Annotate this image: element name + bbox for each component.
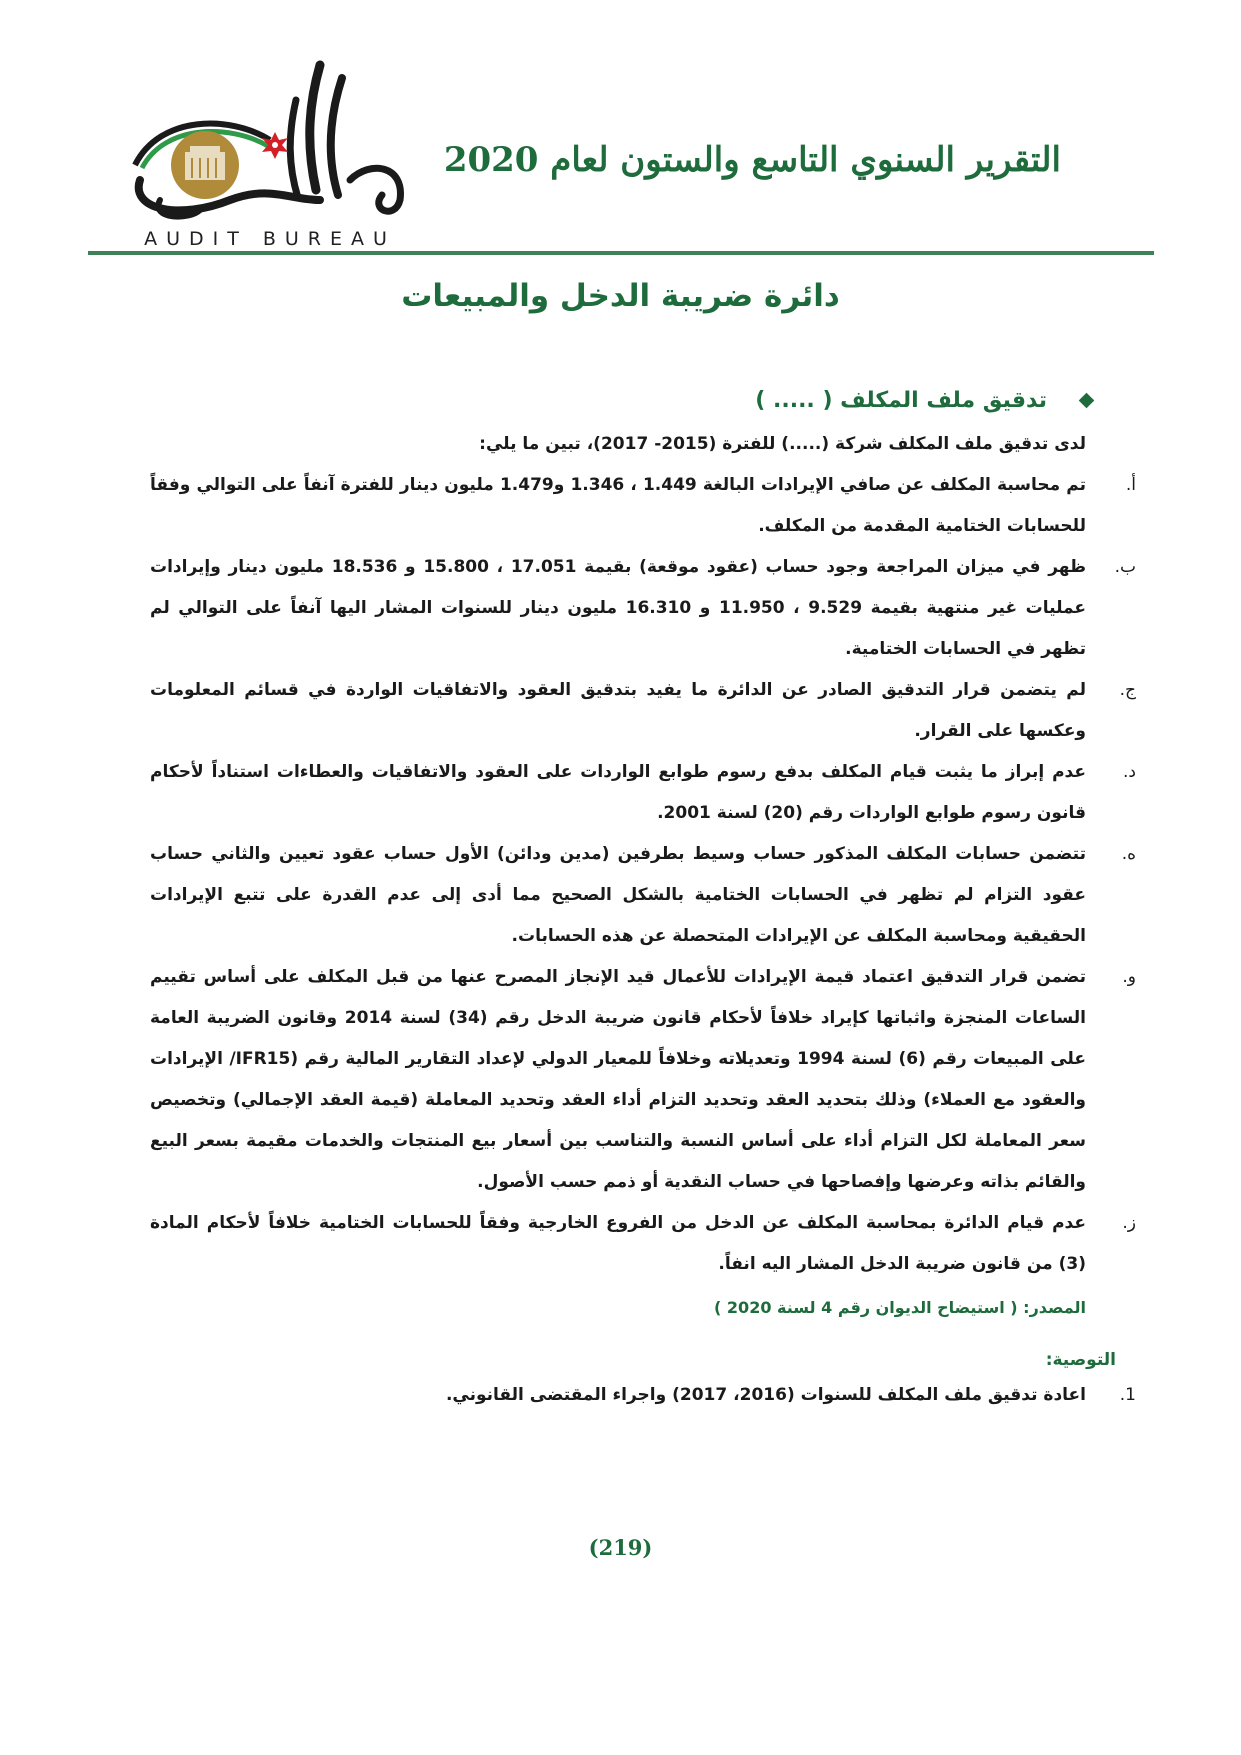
- document-body: [150, 380, 1136, 1415]
- section-heading: [150, 380, 1096, 420]
- item-marker: و.: [1122, 967, 1136, 987]
- item-marker: د.: [1123, 762, 1136, 782]
- item-text: تضمن قرار التدقيق اعتماد قيمة الإيرادات للأعمال قيد الإنجاز المصرح عنها من قبل المكلف على أساس تقييم الساعات المنجزة واثباتها كإيراد خلافاً لأحكام قانون ضريبة الدخل رقم (34) لسنة 2014 وقانون الضريبة العامة على المبيعات رقم (6) لسنة 1994 وتعديلاته وخلافاً للمعيار الدولي لإعداد التقارير المالية رقم (IFR15/ الإيرادات والعقود مع العملاء) وذلك بتحديد العقد وتحديد التزام أداء العقد وتحديد المعاملة (قيمة العقد الإجمالي) وتخصيص سعر المعاملة لكل التزام أداء على أساس النسبة والتناسب بين أسعار بيع المنتجات والخدمات مقيمة بسعر البيع والقائم بذاته وعرضها وإفصاحها في حساب النقدية أو ذمم حسب الأصول.: [150, 967, 1086, 1192]
- intro-paragraph: لدى تدقيق ملف المكلف شركة (.....) للفترة (2015- 2017)، تبين ما يلي:: [479, 434, 1086, 454]
- item-marker: أ.: [1125, 475, 1136, 495]
- recommendation-heading: التوصية:: [1045, 1350, 1116, 1370]
- item-marker: ب.: [1114, 557, 1136, 577]
- item-text: عدم قيام الدائرة بمحاسبة المكلف عن الدخل من الفروع الخارجية وفقاً للحسابات الختامية خلافاً لأحكام المادة (3) من قانون ضريبة الدخل المشار اليه انفاً.: [150, 1213, 1086, 1274]
- section-heading-text: تدقيق ملف المكلف ( ..... ): [755, 387, 1047, 413]
- department-title: دائرة ضريبة الدخل والمبيعات: [401, 278, 840, 314]
- item-marker: 1.: [1119, 1385, 1136, 1405]
- audit-bureau-logo: [120, 60, 420, 250]
- item-text: ظهر في ميزان المراجعة وجود حساب (عقود موقعة) بقيمة 17.051 ، 15.800 و 18.536 مليون دينار وإيرادات عمليات غير منتهية بقيمة 9.529 ، 11.950 و 16.310 مليون دينار للسنوات المشار اليها آنفاً على التوالي لم تظهر في الحسابات الختامية.: [150, 557, 1087, 659]
- page-header: [0, 0, 1241, 260]
- item-text: لم يتضمن قرار التدقيق الصادر عن الدائرة ما يفيد بتدقيق العقود والاتفاقيات الواردة في قسائم المعلومات وعكسها على القرار.: [150, 680, 1086, 741]
- header-divider: [88, 251, 1154, 255]
- finding-item: [150, 752, 1136, 834]
- report-title: التقرير السنوي التاسع والستون لعام 2020: [443, 140, 1061, 180]
- audit-bureau-emblem-icon: [120, 60, 420, 225]
- diamond-bullet-icon: [1079, 392, 1095, 408]
- finding-item: [150, 1203, 1136, 1285]
- item-text: تم محاسبة المكلف عن صافي الإيرادات البالغة 1.449 ، 1.346 و1.479 مليون دينار للفترة آنفاً على التوالي وفقاً للحسابات الختامية المقدمة من المكلف.: [150, 475, 1086, 536]
- item-marker: ه.: [1121, 844, 1136, 864]
- finding-item: [150, 957, 1136, 1203]
- item-text: تتضمن حسابات المكلف المذكور حساب وسيط بطرفين (مدين ودائن) الأول حساب عقود تعيين والثاني حساب عقود التزام لم تظهر في الحسابات الختامية بالشكل الصحيح مما أدى إلى عدم القدرة على تتبع الإيرادات الحقيقية ومحاسبة المكلف عن الإيرادات المتحصلة عن هذه الحسابات.: [150, 844, 1086, 946]
- finding-item: [150, 465, 1136, 547]
- item-marker: ز.: [1122, 1213, 1136, 1233]
- item-text: عدم إبراز ما يثبت قيام المكلف بدفع رسوم طوابع الواردات على العقود والاتفاقيات والعطاءات استناداً لأحكام قانون رسوم طوابع الواردات رقم (20) لسنة 2001.: [150, 762, 1086, 823]
- recommendation-item: [150, 1375, 1136, 1415]
- logo-caption: AUDIT BUREAU: [144, 228, 396, 250]
- page-number: (219): [588, 1535, 653, 1560]
- item-marker: ج.: [1119, 680, 1136, 700]
- finding-item: [150, 547, 1136, 670]
- finding-item: [150, 670, 1136, 752]
- finding-item: [150, 834, 1136, 957]
- item-text: اعادة تدقيق ملف المكلف للسنوات (2016، 2017) واجراء المقتضى القانوني.: [445, 1385, 1086, 1405]
- source-note: المصدر: ( استيضاح الديوان رقم 4 لسنة 2020 ): [714, 1298, 1086, 1317]
